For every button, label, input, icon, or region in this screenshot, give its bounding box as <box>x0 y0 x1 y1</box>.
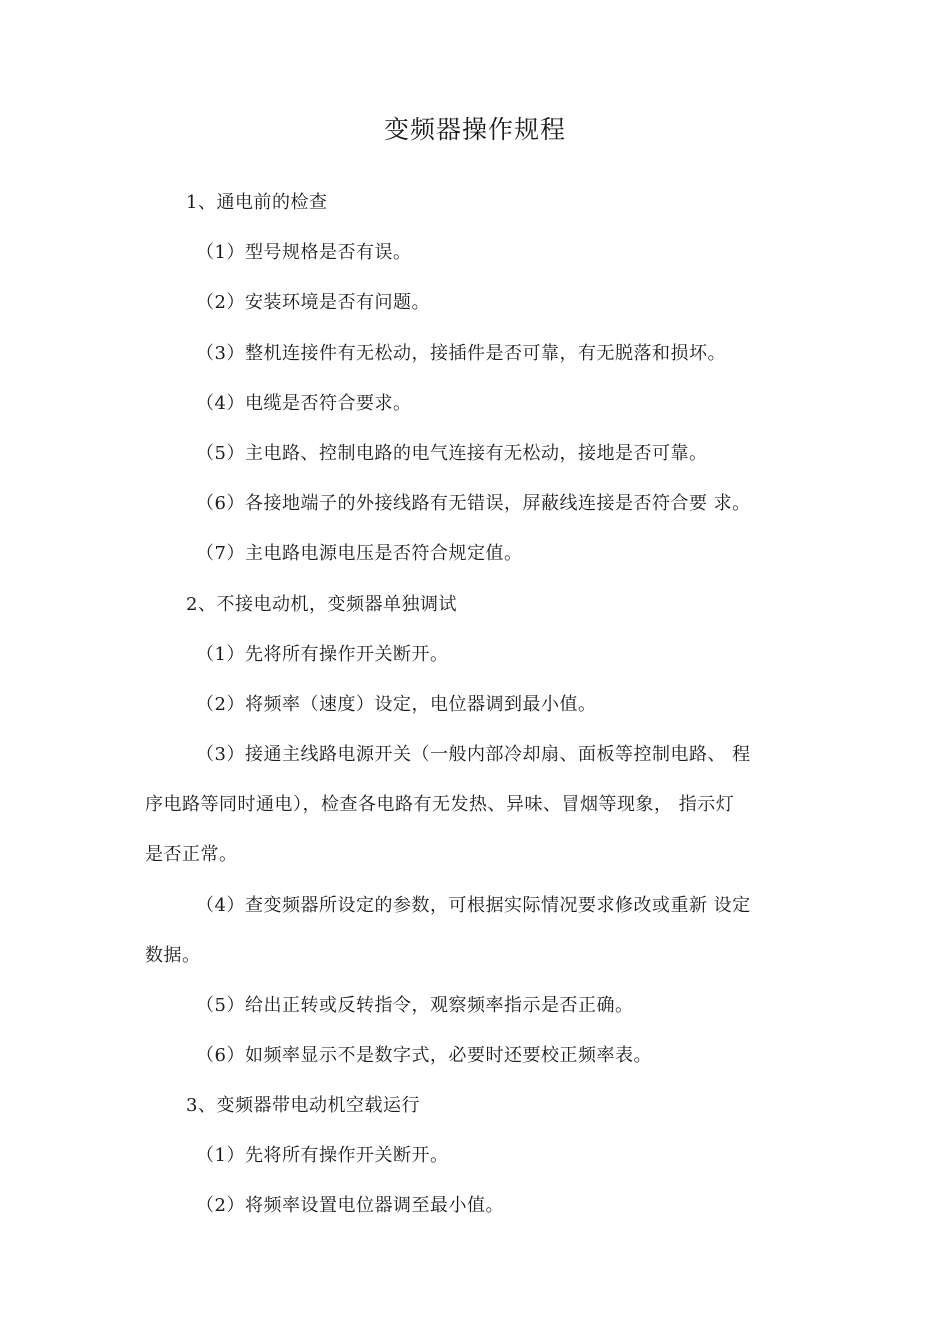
paragraph-line: （7）主电路电源电压是否符合规定值。 <box>196 543 523 564</box>
paragraph-line: 是否正常。 <box>145 844 238 865</box>
section-heading-2: 2、不接电动机，变频器单独调试 <box>186 594 457 615</box>
paragraph-line: 数据。 <box>145 945 201 966</box>
paragraph-line: （2）将频率设置电位器调至最小值。 <box>196 1195 504 1216</box>
paragraph-line: （6）各接地端子的外接线路有无错误，屏蔽线连接是否符合要 求。 <box>196 493 751 514</box>
paragraph-line: （1）先将所有操作开关断开。 <box>196 1145 449 1166</box>
paragraph-line: （2）将频率（速度）设定，电位器调到最小值。 <box>196 694 597 715</box>
paragraph-line: （5）主电路、控制电路的电气连接有无松动，接地是否可靠。 <box>196 443 708 464</box>
paragraph-line: （5）给出正转或反转指令，观察频率指示是否正确。 <box>196 995 634 1016</box>
paragraph-line: （1）先将所有操作开关断开。 <box>196 644 449 665</box>
paragraph-line: （4）电缆是否符合要求。 <box>196 393 412 414</box>
paragraph-line: （3）接通主线路电源开关（一般内部冷却扇、面板等控制电路、 程 <box>196 744 751 765</box>
paragraph-line: （3）整机连接件有无松动，接插件是否可靠，有无脱落和损坏。 <box>196 343 726 364</box>
paragraph-line: （1）型号规格是否有误。 <box>196 242 412 263</box>
section-heading-3: 3、变频器带电动机空载运行 <box>186 1095 420 1116</box>
section-heading-1: 1、通电前的检查 <box>186 192 328 213</box>
paragraph-line: （6）如频率显示不是数字式，必要时还要校正频率表。 <box>196 1045 652 1066</box>
paragraph-line: （2）安装环境是否有问题。 <box>196 292 430 313</box>
paragraph-line: （4）查变频器所设定的参数，可根据实际情况要求修改或重新 设定 <box>196 895 751 916</box>
paragraph-line: 序电路等同时通电），检查各电路有无发热、异味、冒烟等现象， 指示灯 <box>145 794 735 815</box>
document-title: 变频器操作规程 <box>383 115 566 144</box>
